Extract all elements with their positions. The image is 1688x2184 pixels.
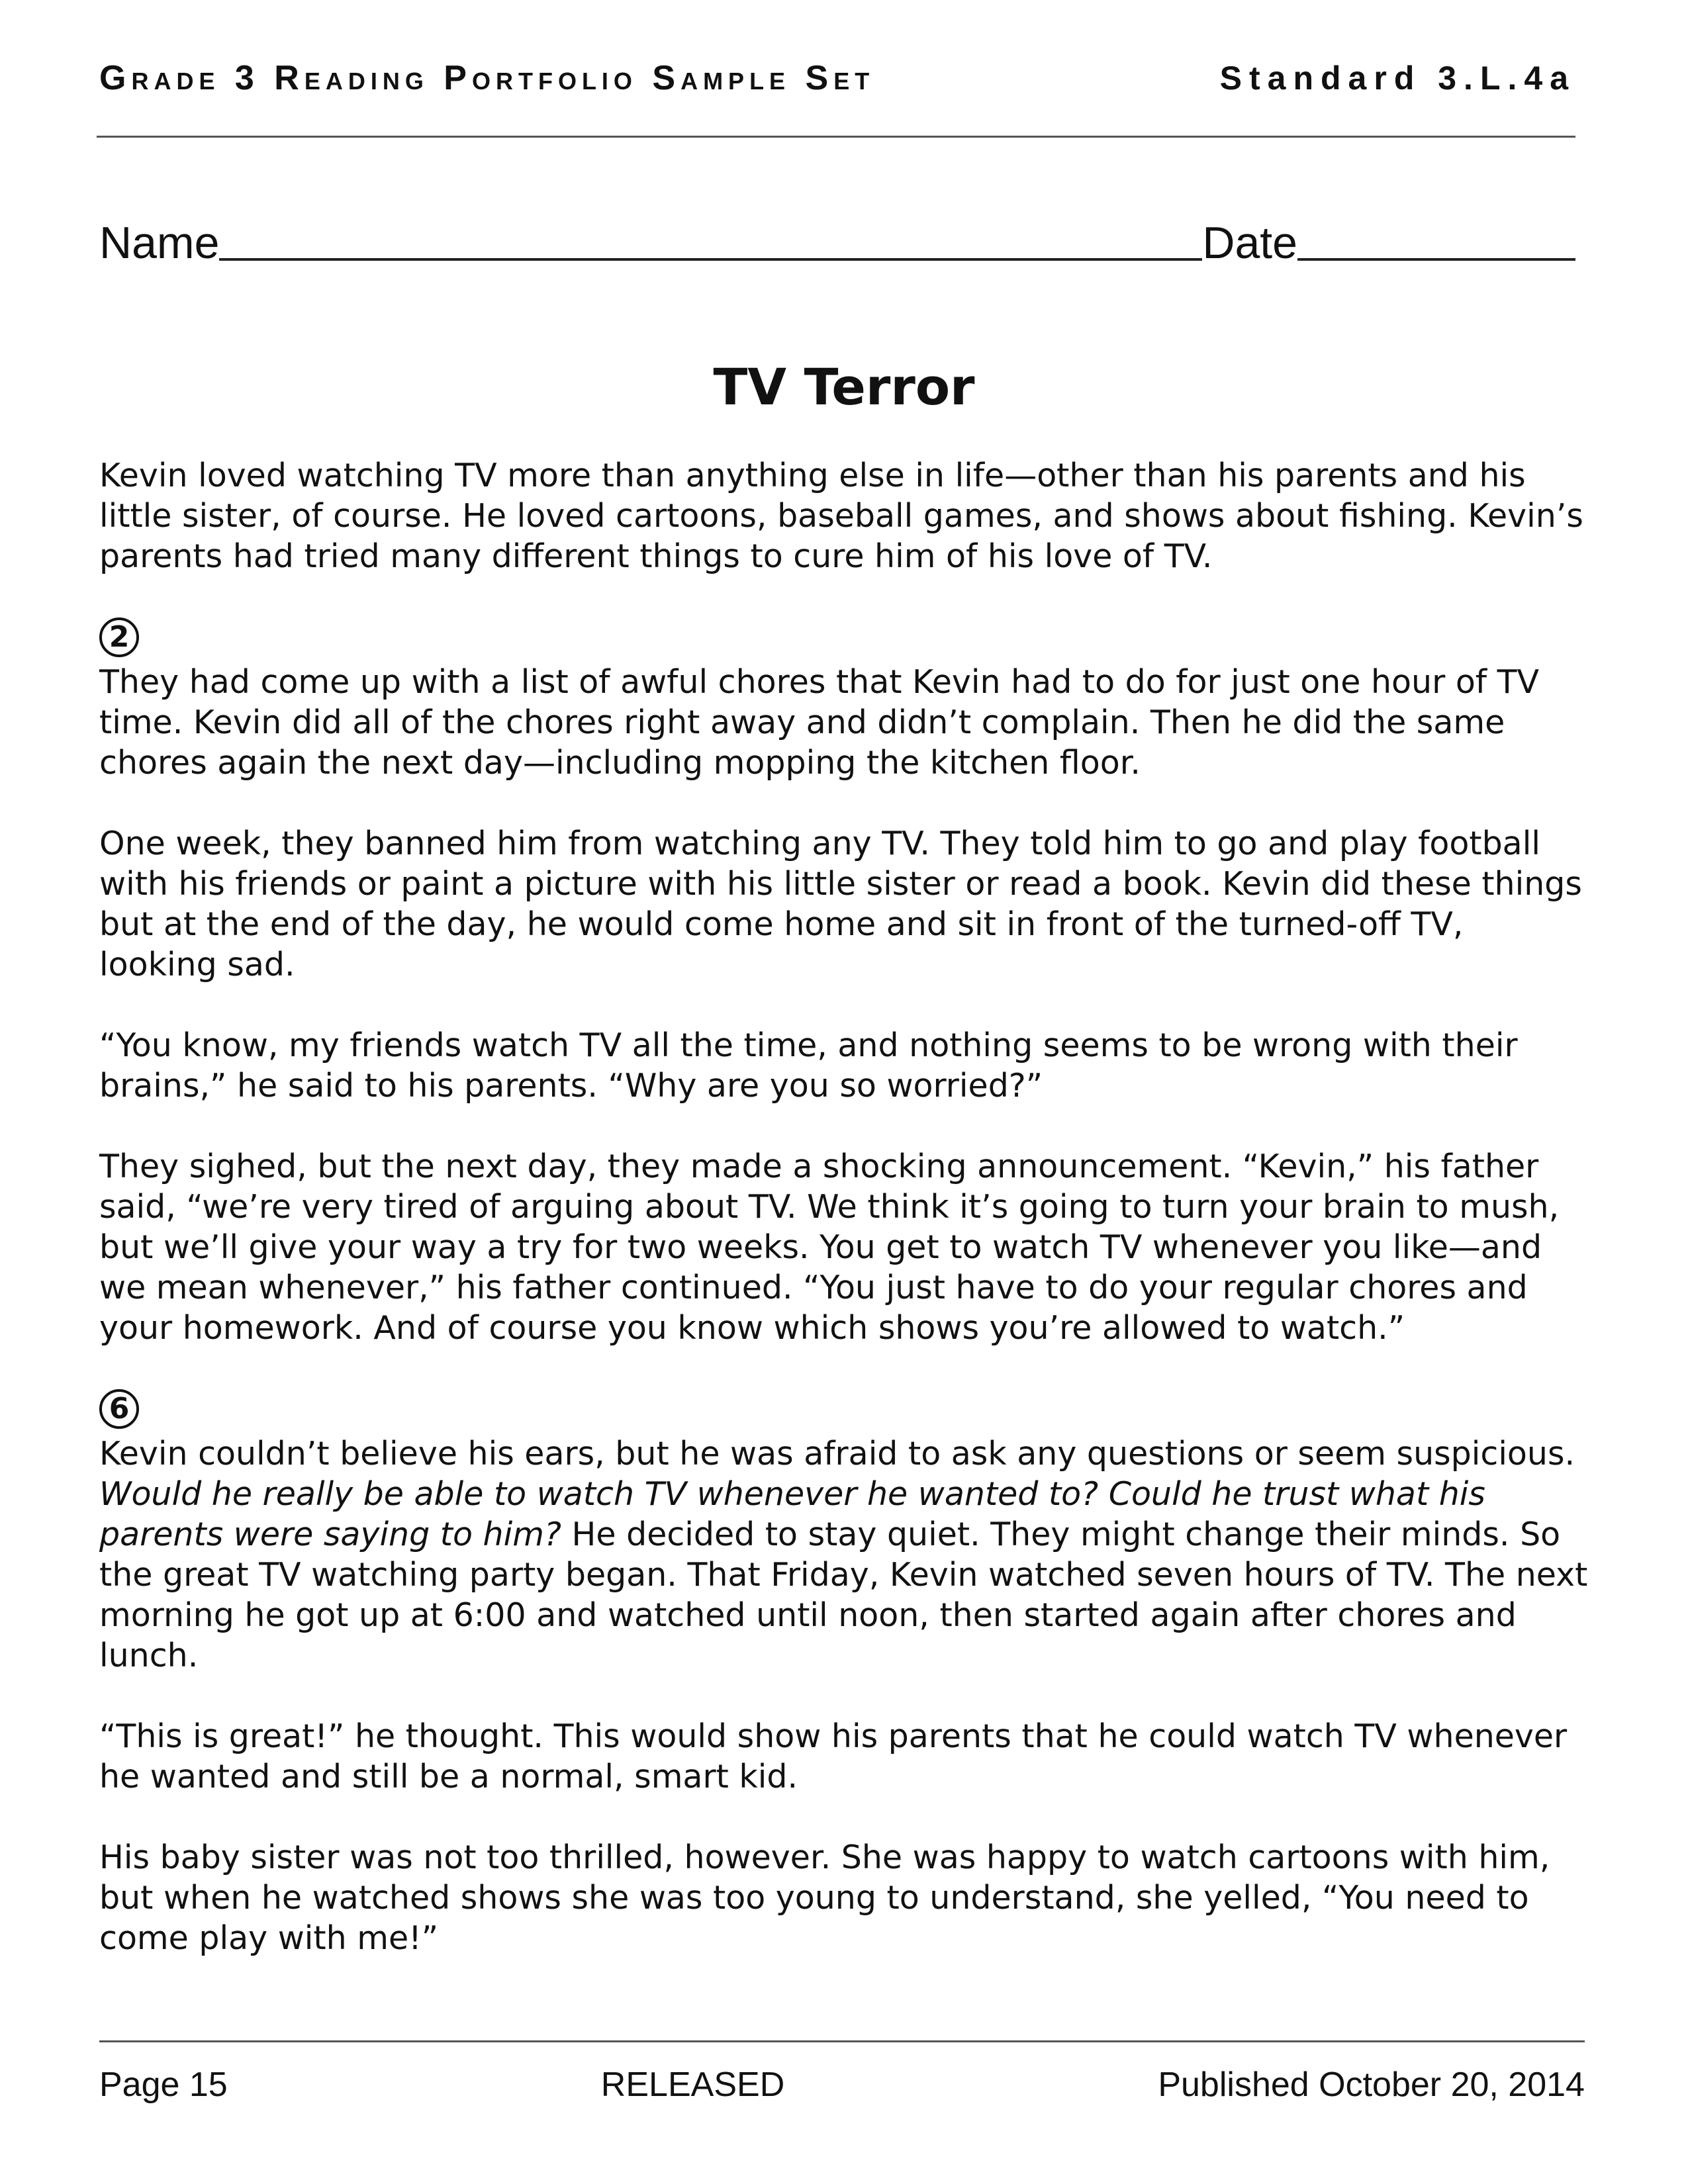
paragraph-1: Kevin loved watching TV more than anything else in life—other than his parents and his little sister, of course. He loved cartoons, baseball games, and shows about fishing. Kevin’s parents had tried many different things to cure him of his love of TV. [99,457,1583,575]
release-status: RELEASED [600,2066,785,2104]
paragraph-5: They sighed, but the next day, they made a shocking announcement. “Kevin,” his father said, “we’re very tired of arguing about TV. We think it’s going to turn your brain to mush, but we’ll give your way a try for two weeks. You get to watch TV whenever you like—and we mean whenever,” his father continued. “You just have to do your regular chores and your homework. And of course you know which shows you’re allowed to watch.” [99,1148,1560,1347]
paragraph-7: “This is great!” he thought. This would show his parents that he could watch TV whenever he wanted and still be a normal, smart kid. [99,1717,1568,1796]
header-standard: Standard 3.L.4a [1219,60,1575,97]
paragraph-2-marker-row [99,615,1589,662]
paragraph-number-2-icon: 2 [99,617,139,657]
paragraph-4: “You know, my friends watch TV all the time, and nothing seems to be wrong with their brains,” he said to his parents. “Why are you so worried?” [99,1026,1518,1105]
paragraph-6-marker-row [99,1387,1589,1433]
header-divider [97,136,1575,138]
footer-divider [99,2040,1585,2042]
date-label: Date [1202,218,1297,268]
name-field-line [219,218,1202,261]
paragraph-3: One week, they banned him from watching any TV. They told him to go and play football with his friends or paint a picture with his little sister or read a book. Kevin did these things but at the end of the day, he would come home and sit in front of the turned-off TV, looking sad. [99,825,1582,983]
paragraph-6-start: Kevin couldn’t believe his ears, but he was afraid to ask any questions or seem suspicious. [99,1435,1575,1473]
publish-date: Published October 20, 2014 [1158,2066,1585,2104]
story-body [99,455,1589,1999]
paragraph-8: His baby sister was not too thrilled, however. She was happy to watch cartoons with him, but when he watched shows she was too young to understand, she yelled, “You need to come play with me!” [99,1839,1550,1957]
date-field-line [1297,218,1575,261]
paragraph-6-italic: Would he really be able to watch TV whenever he wanted to? Could he trust what his parents were saying to him? [99,1475,1485,1553]
paragraph-6 [99,1433,1589,1676]
paragraph-6-end: He decided to stay quiet. They might change their minds. So the great TV watching party began. That Friday, Kevin watched seven hours of TV. The next morning he got up at 6:00 and watched until noon, then started again after chores and lunch. [99,1516,1588,1674]
name-date-row [99,217,1575,269]
name-label: Name [99,218,220,268]
page-number: Page 15 [99,2066,228,2104]
header-series-title: Grade 3 Reading Portfolio Sample Set [99,59,875,97]
story-title: TV Terror [713,357,975,416]
page-footer [99,2065,1585,2105]
paragraph-2: They had come up with a list of awful chores that Kevin had to do for just one hour of TV time. Kevin did all of the chores right away and didn’t complain. Then he did the same chores again the next day—including mopping the kitchen floor. [99,663,1540,782]
page-header [99,58,1575,98]
paragraph-number-6-icon: 6 [99,1389,139,1429]
